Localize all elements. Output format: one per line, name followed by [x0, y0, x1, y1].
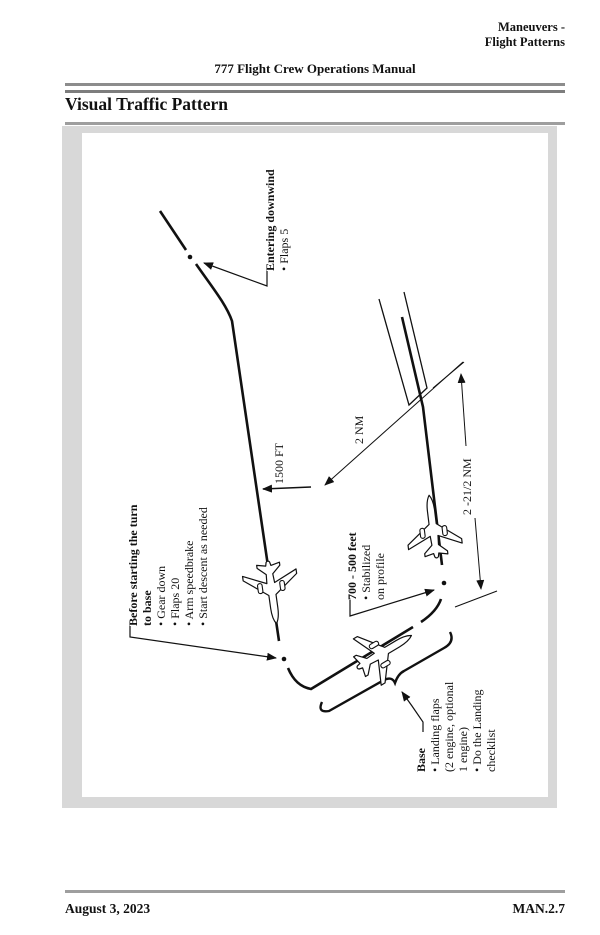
- footer-page-number: MAN.2.7: [512, 901, 565, 916]
- leader-entering-downwind: [204, 263, 267, 286]
- label-before-turn: Before starting the turn to base • Gear down • Flaps 20 • Arm speedbrake • Start descent as needed: [126, 504, 210, 626]
- airplane-base-icon: [343, 612, 425, 691]
- altitude-arrow-1500: [263, 487, 311, 489]
- label-1500-ft: 1500 FT: [272, 442, 286, 484]
- label-2-2half-nm: 2 -21/2 NM: [460, 458, 474, 515]
- final-checkpoint-dot: [442, 581, 447, 586]
- label-entering-downwind: Entering downwind • Flaps 5: [263, 169, 291, 271]
- airplane-final-icon: [402, 492, 463, 561]
- page-title: Visual Traffic Pattern: [65, 94, 228, 114]
- dimension-final-upper: [461, 374, 466, 446]
- dimension-final-lower: [475, 518, 481, 589]
- footer-rule: [65, 890, 565, 893]
- airplane-downwind-icon: [241, 557, 303, 627]
- manual-title: 777 Flight Crew Operations Manual: [214, 61, 416, 76]
- dimension-tick-base: [455, 591, 497, 607]
- entry-checkpoint-dot: [188, 255, 193, 260]
- label-2-nm: 2 NM: [352, 415, 366, 444]
- base-turn-dot: [282, 657, 287, 662]
- final-turn-segment: [421, 599, 441, 622]
- footer-date: August 3, 2023: [65, 901, 151, 916]
- footer: [65, 901, 565, 917]
- chapter-title: Maneuvers -: [498, 20, 565, 34]
- label-700-500-feet: 700 - 500 feet • Stabilized on profile: [345, 532, 387, 600]
- entry-leg-segment: [160, 211, 186, 250]
- label-base: Base • Landing flaps (2 engine, optional 1 engine) • Do the Landing checklist: [414, 681, 498, 772]
- leader-before-turn: [130, 626, 276, 658]
- chapter-subtitle: Flight Patterns: [484, 35, 565, 49]
- dimension-tick-runway: [433, 362, 464, 388]
